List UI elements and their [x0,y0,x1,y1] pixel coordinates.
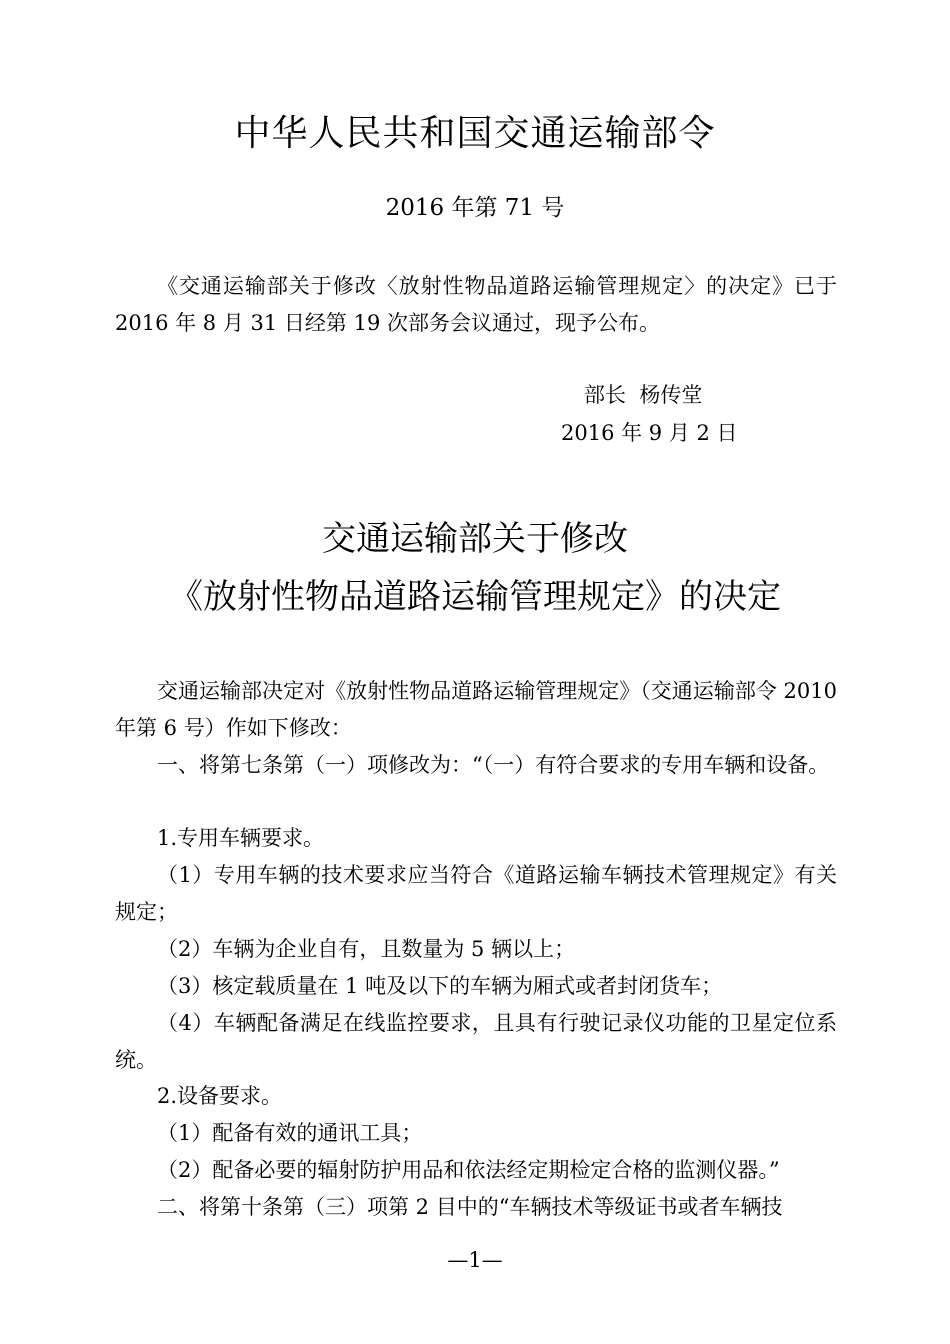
decision-intro: 交通运输部决定对《放射性物品道路运输管理规定》（交通运输部令 2010 年第 6 号）作如下修改： [115,679,837,740]
vehicle-requirement-1: （1）专用车辆的技术要求应当符合《道路运输车辆技术管理规定》有关规定； [115,863,837,924]
decision-title-line-2: 《放射性物品道路运输管理规定》的决定 [169,577,781,617]
order-number: 2016 年第 71 号 [385,195,565,221]
vehicle-requirement-2: （2）车辆为企业自有，且数量为 5 辆以上； [157,937,576,961]
equipment-requirement-2: （2）配备必要的辐射防护用品和依法经定期检定合格的监测仪器。” [157,1158,780,1182]
decision-title-line-1: 交通运输部关于修改 [322,519,628,559]
vehicle-requirement-4: （4）车辆配备满足在线监控要求，且具有行驶记录仪功能的卫星定位系统。 [115,1011,837,1072]
page-number: —1— [447,1248,503,1272]
article-item-1: 一、将第七条第（一）项修改为：“（一）有符合要求的专用车辆和设备。 [157,753,830,777]
promulgation-text: 《交通运输部关于修改〈放射性物品道路运输管理规定〉的决定》已于 2016 年 8 月 31 日经第 19 次部务会议通过，现予公布。 [115,274,837,335]
equipment-requirements-heading: 2.设备要求。 [157,1084,283,1108]
vehicle-requirement-3: （3）核定载质量在 1 吨及以下的车辆为厢式或者封闭货车； [157,974,723,998]
article-item-2: 二、将第十条第（三）项第 2 目中的“车辆技术等级证书或者车辆技 [157,1195,783,1219]
vehicle-requirements-heading: 1.专用车辆要求。 [157,826,325,850]
page-title: 中华人民共和国交通运输部令 [234,113,716,154]
signature-date: 2016 年 9 月 2 日 [561,421,738,445]
signatory: 部长 杨传堂 [584,383,703,407]
equipment-requirement-1: （1）配备有效的通讯工具； [157,1121,423,1145]
